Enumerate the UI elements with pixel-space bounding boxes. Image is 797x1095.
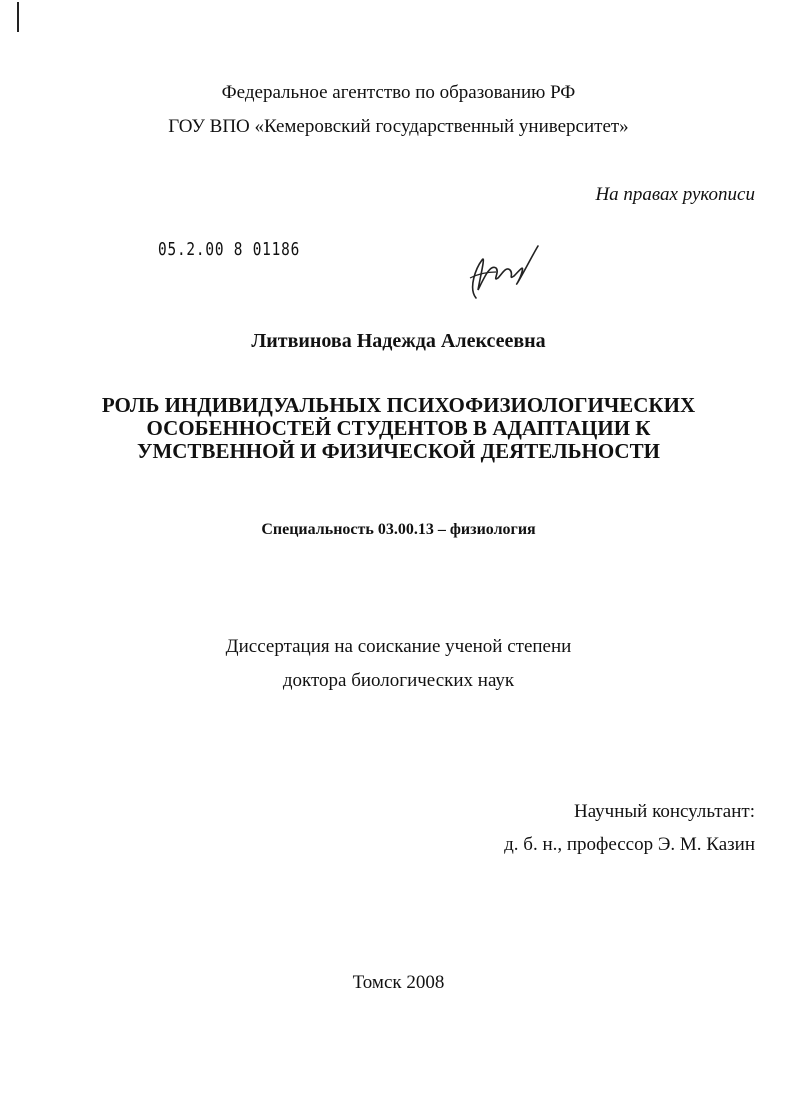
author-name: Литвинова Надежда Алексеевна <box>251 330 546 352</box>
title-line: УМСТВЕННОЙ И ФИЗИЧЕСКОЙ ДЕЯТЕЛЬНОСТИ <box>137 439 660 463</box>
dissertation-type-line: Диссертация на соискание ученой степени <box>225 636 572 657</box>
catalog-number: 05.2.00 8 01186 <box>158 239 301 260</box>
agency-line: Федеральное агентство по образованию РФ <box>221 82 576 103</box>
rights-note: На правах рукописи <box>595 184 755 205</box>
title-line: РОЛЬ ИНДИВИДУАЛЬНЫХ ПСИХОФИЗИОЛОГИЧЕСКИХ <box>101 393 696 417</box>
dissertation-title <box>0 394 797 463</box>
degree-line: доктора биологических наук <box>282 670 515 691</box>
consultant-name: д. б. н., профессор Э. М. Казин <box>504 834 755 855</box>
consultant-label: Научный консультант: <box>573 801 755 822</box>
city-year: Томск 2008 <box>352 972 445 993</box>
university-line: ГОУ ВПО «Кемеровский государственный университет» <box>168 116 629 137</box>
title-line: ОСОБЕННОСТЕЙ СТУДЕНТОВ В АДАПТАЦИИ К <box>146 416 651 440</box>
specialty-line: Специальность 03.00.13 – физиология <box>261 521 536 538</box>
author-signature <box>462 238 542 304</box>
margin-mark <box>17 2 19 32</box>
